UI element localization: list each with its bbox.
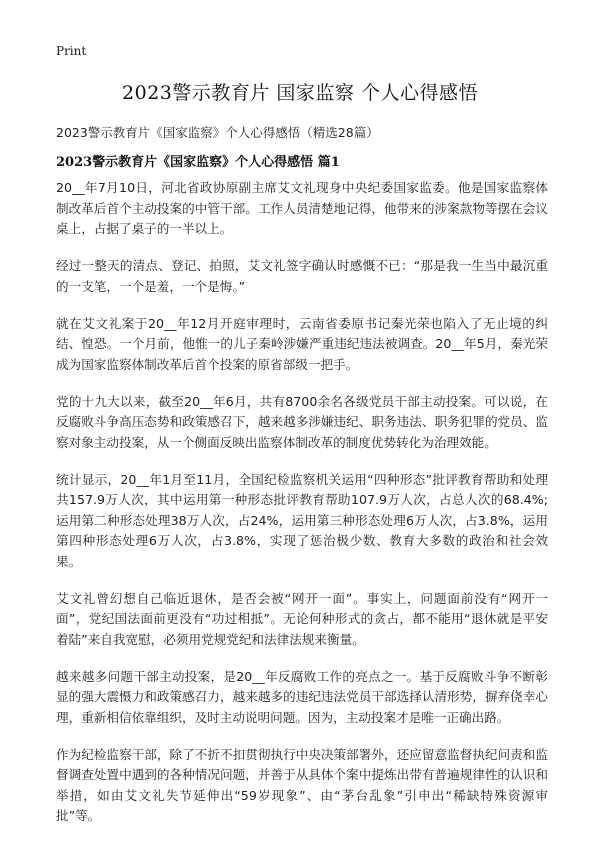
article-body xyxy=(56,178,548,843)
paragraph: 作为纪检监察干部，除了不折不扣贯彻执行中央决策部署外，还应留意监督执纪问责和监督调查处置中遇到的各种情况问题，并善于从具体个案中提炼出带有普遍规律性的认识和举措，如由艾文礼失节延伸出“59岁现象”、由“茅台乱象”引申出“稀缺特殊资源审批”等。 xyxy=(56,746,548,823)
paragraph: 艾文礼曾幻想自己临近退休，是否会被“网开一面”。事实上，问题面前没有“网开一面”，党纪国法面前更没有“功过相抵”。无论何种形式的贪占，都不能用“退休就是平安着陆”来自我宽慰，必须用党规党纪和法律法规来衡量。 xyxy=(56,590,548,647)
page-title: 2023警示教育片 国家监察 个人心得感悟 xyxy=(122,82,478,104)
section-heading: 2023警示教育片《国家监察》个人心得感悟 篇1 xyxy=(56,155,340,170)
paragraph: 统计显示，20__年1月至11月，全国纪检监察机关运用“四种形态”批评教育帮助和处理共157.9万人次，其中运用第一种形态批评教育帮助107.9万人次，占总人次的68.4%;运用第二种形态处理38万人次，占24%，运用第三种形态处理6万人次，占3.8%，运用第四种形态处理6万人次，占3.8%，实现了惩治极少数、教育大多数的政治和社会效果。 xyxy=(56,471,548,569)
paragraph: 越来越多问题干部主动投案，是20__年反腐败工作的亮点之一。基于反腐败斗争不断彰显的强大震慑力和政策感召力，越来越多的违纪违法党员干部选择认清形势，摒弃侥幸心理，重新相信依靠组织，及时主动说明问题。因为，主动投案才是唯一正确出路。 xyxy=(56,668,548,725)
paragraph: 20__年7月10日，河北省政协原副主席艾文礼现身中央纪委国家监委。他是国家监察体制改革后首个主动投案的中管干部。工作人员清楚地记得，他带来的涉案款物等摆在会议桌上，占据了桌子的一半以上。 xyxy=(56,180,548,236)
document-subtitle: 2023警示教育片《国家监察》个人心得感悟（精选28篇） xyxy=(56,125,379,140)
paragraph: 党的十九大以来，截至20__年6月，共有8700余名各级党员干部主动投案。可以说，在反腐败斗争高压态势和政策感召下，越来越多涉嫌违纪、职务违法、职务犯罪的党员、监察对象主动投案，从一个侧面反映出监察体制改革的制度优势转化为治理效能。 xyxy=(56,393,548,450)
paragraph: 经过一整天的清点、登记、拍照，艾文礼签字确认时感慨不已：“那是我一生当中最沉重的一支笔，一个是羞，一个是悔。” xyxy=(56,258,548,294)
print-link[interactable]: Print xyxy=(56,44,87,58)
paragraph: 就在艾文礼案于20__年12月开庭审理时，云南省委原书记秦光荣也陷入了无止境的纠结、惶恐。一个月前，他惟一的儿子秦岭涉嫌严重违纪违法被调查。20__年5月，秦光荣成为国家监察体制改革后首个投案的原省部级一把手。 xyxy=(56,315,548,372)
